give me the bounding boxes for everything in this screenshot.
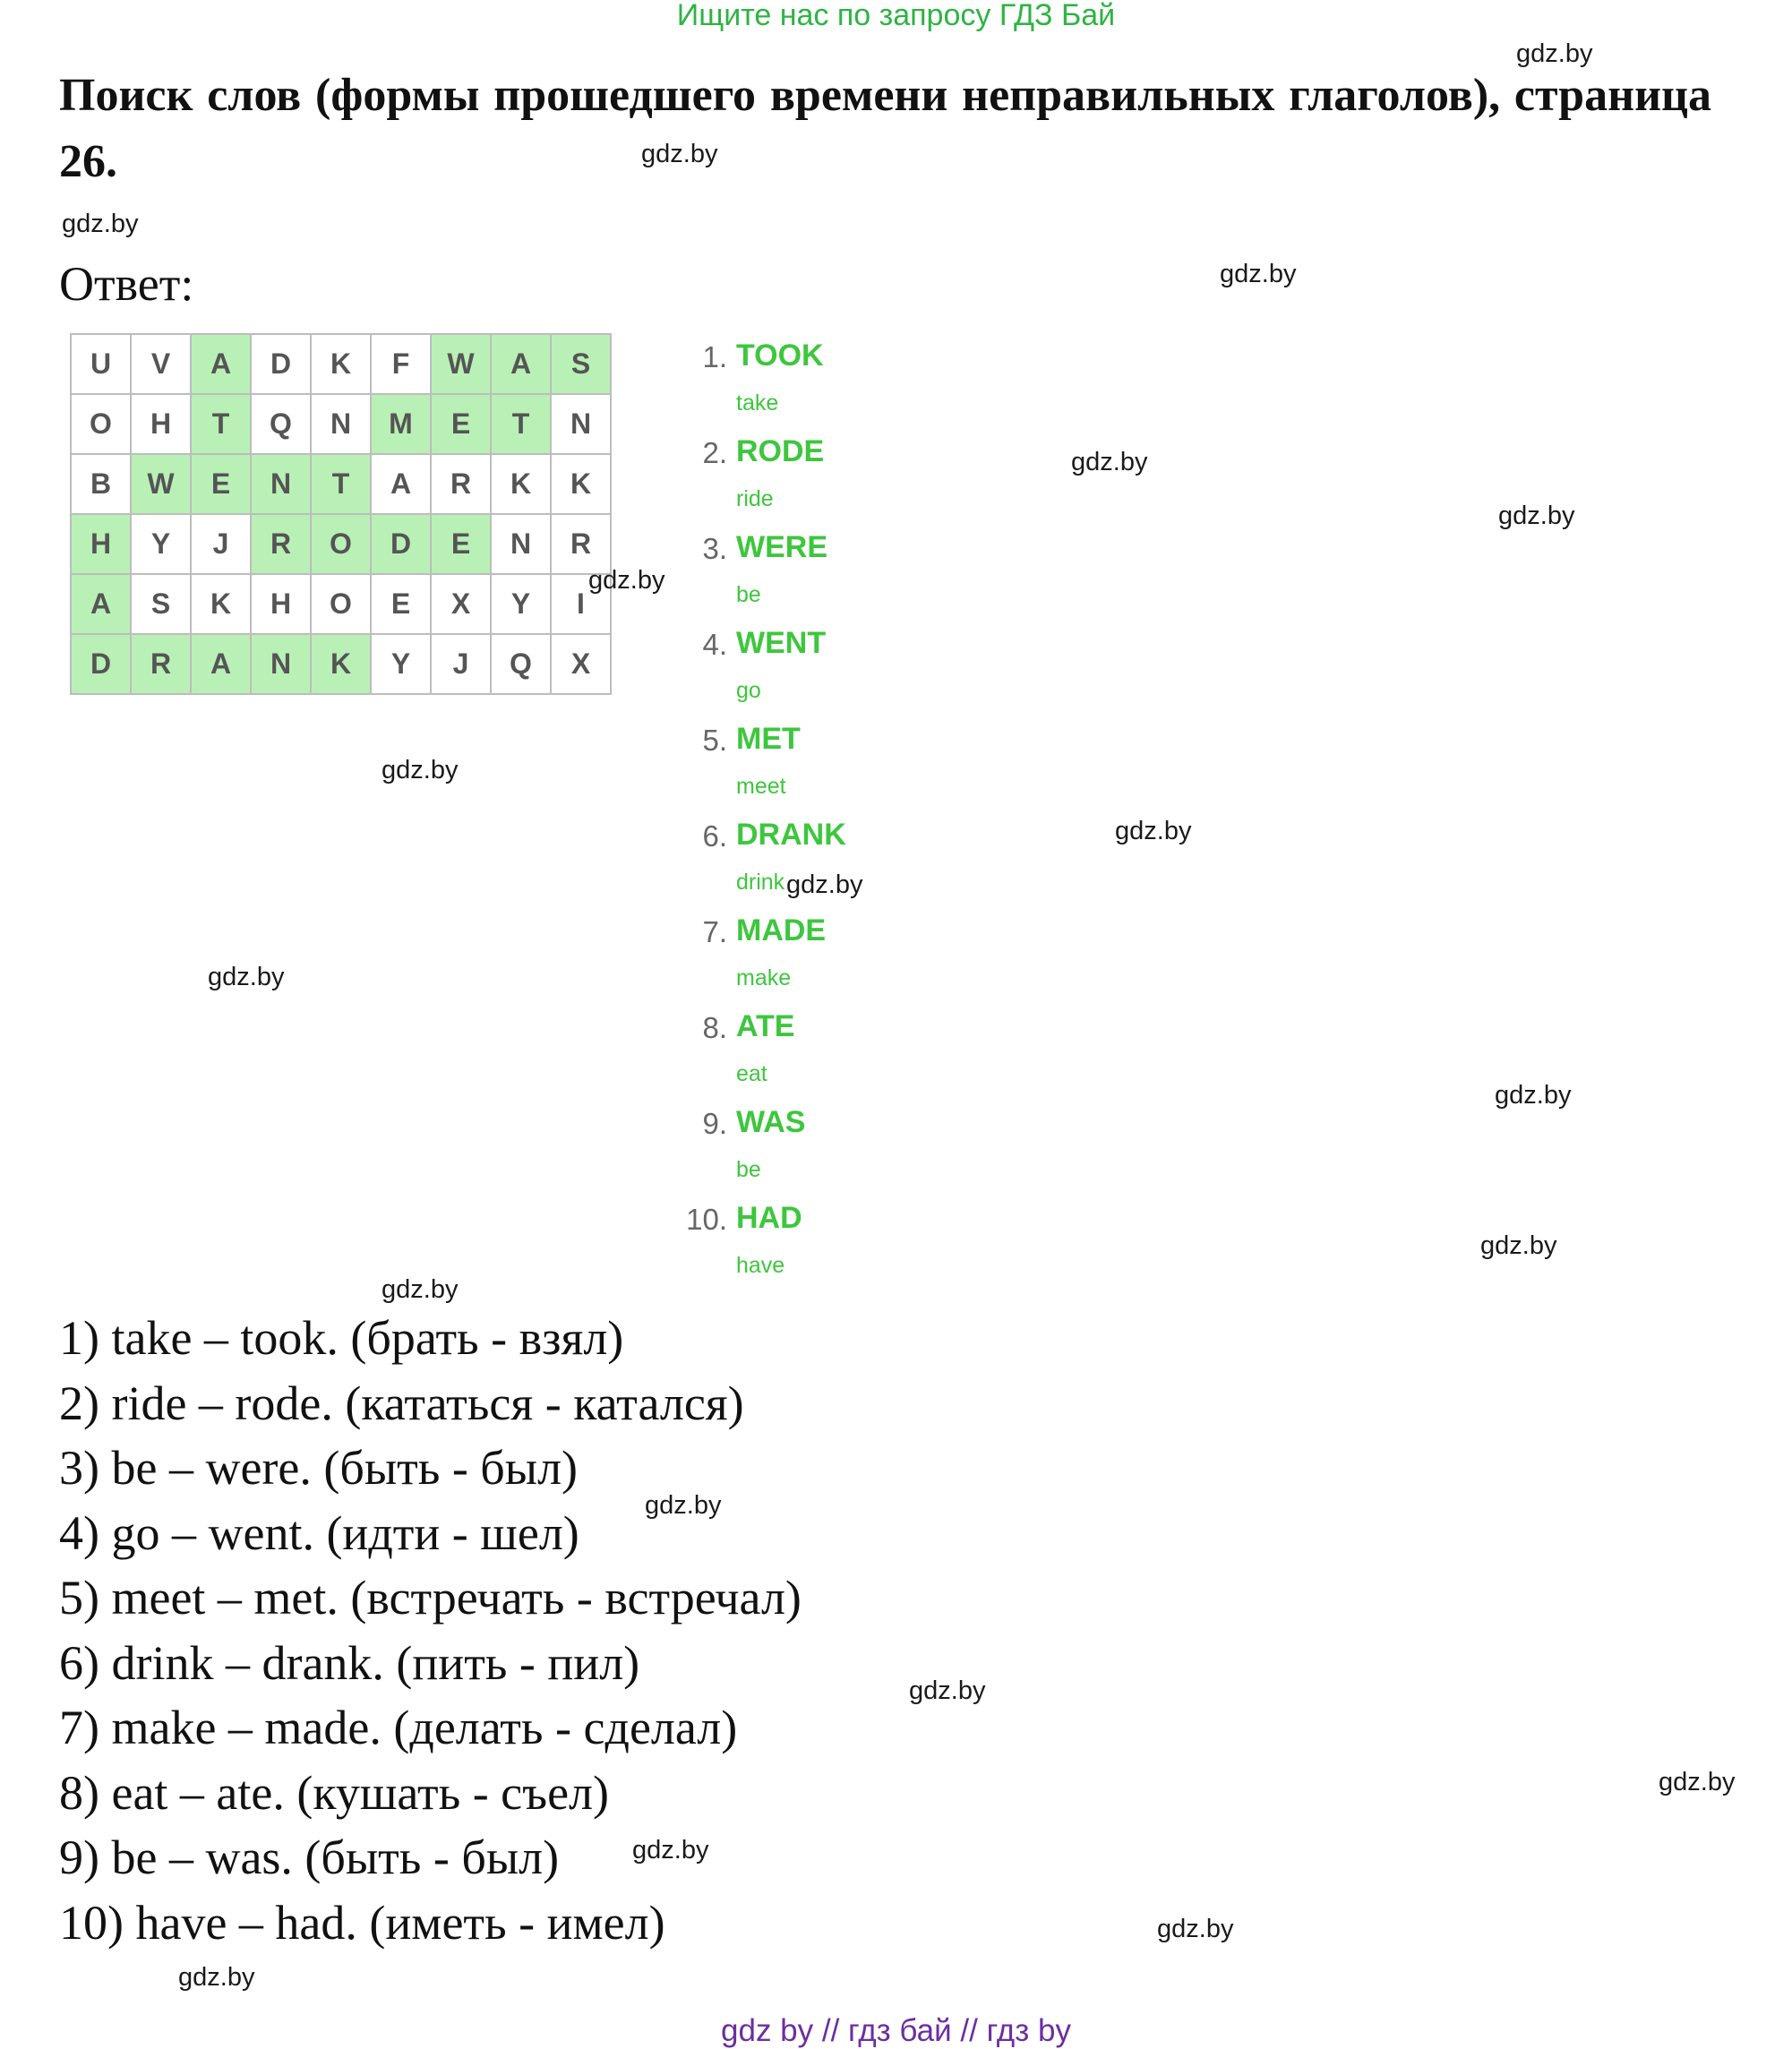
grid-cell: Y — [132, 515, 192, 575]
watermark: gdz.by — [382, 1275, 459, 1304]
answer-item — [681, 1011, 913, 1107]
grid-cell: K — [312, 635, 372, 695]
grid-cell: N — [492, 515, 552, 575]
grid-cell: B — [72, 455, 132, 515]
answer-item — [681, 436, 913, 532]
answer-item — [681, 340, 913, 436]
grid-cell: X — [432, 575, 492, 635]
translation-line: 6) drink – drank. (пить - пил) — [59, 1635, 640, 1690]
watermark: gdz.by — [1157, 1915, 1234, 1943]
grid-cell: T — [192, 395, 252, 455]
answer-base-form: drink — [736, 870, 785, 895]
answer-word: MET — [736, 722, 801, 756]
grid-cell: S — [552, 335, 612, 395]
grid-cell: N — [312, 395, 372, 455]
answer-number: 6. — [702, 819, 727, 853]
watermark: gdz.by — [1220, 260, 1297, 288]
grid-cell: J — [432, 635, 492, 695]
watermark: gdz.by — [208, 963, 285, 991]
grid-cell: A — [192, 335, 252, 395]
grid-cell: W — [432, 335, 492, 395]
grid-cell: M — [372, 395, 432, 455]
translation-line: 10) have – had. (иметь - имел) — [59, 1895, 665, 1950]
grid-cell: O — [72, 395, 132, 455]
answer-item — [681, 819, 913, 915]
grid-cell: D — [72, 635, 132, 695]
grid-cell: W — [132, 455, 192, 515]
grid-cell: K — [492, 455, 552, 515]
watermark: gdz.by — [1115, 817, 1192, 845]
top-banner: Ищите нас по запросу ГДЗ Бай — [676, 0, 1116, 32]
watermark: gdz.by — [588, 566, 665, 595]
footer-links: gdz by // гдз бай // гдз by — [721, 2013, 1071, 2048]
grid-cell: A — [492, 335, 552, 395]
grid-cell: H — [252, 575, 312, 635]
answer-word: ATE — [736, 1009, 795, 1043]
grid-cell: R — [432, 455, 492, 515]
answer-base-form: meet — [736, 774, 786, 799]
translation-line: 3) be – were. (быть - был) — [59, 1441, 578, 1495]
answer-base-form: be — [736, 582, 761, 607]
watermark: gdz.by — [1498, 502, 1575, 530]
page-title: Поиск слов (формы прошедшего времени неправильных глаголов), страница 26. — [59, 70, 1711, 187]
grid-cell: U — [72, 335, 132, 395]
watermark: gdz.by — [786, 870, 863, 899]
watermark: gdz.by — [641, 140, 718, 168]
watermark: gdz.by — [632, 1836, 709, 1865]
grid-cell: Q — [252, 395, 312, 455]
grid-cell: H — [132, 395, 192, 455]
translation-line: 7) make – made. (делать - сделал) — [59, 1701, 738, 1754]
answer-label: Ответ: — [59, 257, 194, 311]
watermark: gdz.by — [1516, 39, 1593, 68]
grid-cell: Y — [492, 575, 552, 635]
translation-line: 1) take – took. (брать - взял) — [59, 1311, 624, 1365]
answer-base-form: make — [736, 965, 792, 990]
grid-cell: E — [432, 395, 492, 455]
grid-cell: K — [192, 575, 252, 635]
watermark: gdz.by — [382, 756, 459, 784]
answer-word: WAS — [736, 1105, 806, 1139]
grid-cell: Y — [372, 635, 432, 695]
answer-list — [681, 340, 913, 1299]
answer-item — [681, 1107, 913, 1203]
answer-word: DRANK — [736, 818, 846, 852]
word-search-grid — [70, 333, 612, 695]
answer-number: 7. — [702, 915, 727, 948]
watermark: gdz.by — [62, 210, 139, 238]
grid-cell: K — [312, 335, 372, 395]
grid-cell: N — [552, 395, 612, 455]
translation-line: 9) be – was. (быть - был) — [59, 1830, 560, 1884]
grid-cell: K — [552, 455, 612, 515]
grid-cell: T — [312, 455, 372, 515]
answer-item — [681, 915, 913, 1011]
grid-cell: Q — [492, 635, 552, 695]
grid-cell: V — [132, 335, 192, 395]
grid-cell: D — [372, 515, 432, 575]
answer-word: MADE — [736, 913, 827, 947]
answer-word: HAD — [736, 1201, 802, 1235]
answer-item — [681, 724, 913, 819]
answer-base-form: go — [736, 678, 761, 703]
grid-cell: E — [372, 575, 432, 635]
watermark: gdz.by — [1480, 1231, 1557, 1260]
grid-cell: O — [312, 515, 372, 575]
answer-base-form: be — [736, 1157, 761, 1182]
grid-cell: N — [252, 455, 312, 515]
grid-cell: T — [492, 395, 552, 455]
grid-cell: J — [192, 515, 252, 575]
grid-cell: D — [252, 335, 312, 395]
grid-cell: S — [132, 575, 192, 635]
grid-cell: N — [252, 635, 312, 695]
grid-cell: R — [552, 515, 612, 575]
translation-line: 4) go – went. (идти - шел) — [59, 1505, 579, 1560]
answer-number: 2. — [702, 436, 727, 469]
grid-cell: A — [192, 635, 252, 695]
grid-cell: E — [432, 515, 492, 575]
grid-cell: A — [72, 575, 132, 635]
answer-base-form: eat — [736, 1061, 767, 1086]
answer-number: 3. — [702, 532, 727, 565]
answer-base-form: take — [736, 390, 779, 416]
grid-cell: F — [372, 335, 432, 395]
grid-cell: H — [72, 515, 132, 575]
answer-word: WENT — [736, 626, 827, 660]
answer-base-form: have — [736, 1253, 785, 1278]
watermark: gdz.by — [178, 1963, 255, 1992]
grid-cell: R — [132, 635, 192, 695]
translation-line: 8) eat – ate. (кушать - съел) — [59, 1765, 609, 1820]
grid-cell: E — [192, 455, 252, 515]
answer-number: 5. — [702, 724, 727, 757]
answer-word: TOOK — [736, 339, 824, 373]
grid-cell: R — [252, 515, 312, 575]
watermark: gdz.by — [909, 1676, 986, 1705]
grid-cell: O — [312, 575, 372, 635]
answer-item — [681, 1203, 913, 1299]
translation-line: 2) ride – rode. (кататься - катался) — [59, 1376, 744, 1430]
answer-item — [681, 532, 913, 628]
watermark: gdz.by — [645, 1491, 722, 1520]
watermark: gdz.by — [1071, 448, 1148, 476]
answer-item — [681, 628, 913, 724]
grid-cell: I — [552, 575, 612, 635]
watermark: gdz.by — [1495, 1081, 1572, 1110]
grid-cell: A — [372, 455, 432, 515]
answer-base-form: ride — [736, 486, 774, 511]
answer-number: 8. — [702, 1011, 727, 1044]
answer-word: RODE — [736, 434, 825, 468]
answer-number: 10. — [686, 1203, 727, 1236]
answer-number: 1. — [702, 340, 727, 373]
answer-word: WERE — [736, 530, 827, 564]
translation-line: 5) meet – met. (встречать - встречал) — [59, 1571, 802, 1625]
grid-cell: X — [552, 635, 612, 695]
watermark: gdz.by — [1659, 1768, 1736, 1796]
answer-number: 4. — [702, 628, 727, 661]
answer-number: 9. — [702, 1107, 727, 1140]
